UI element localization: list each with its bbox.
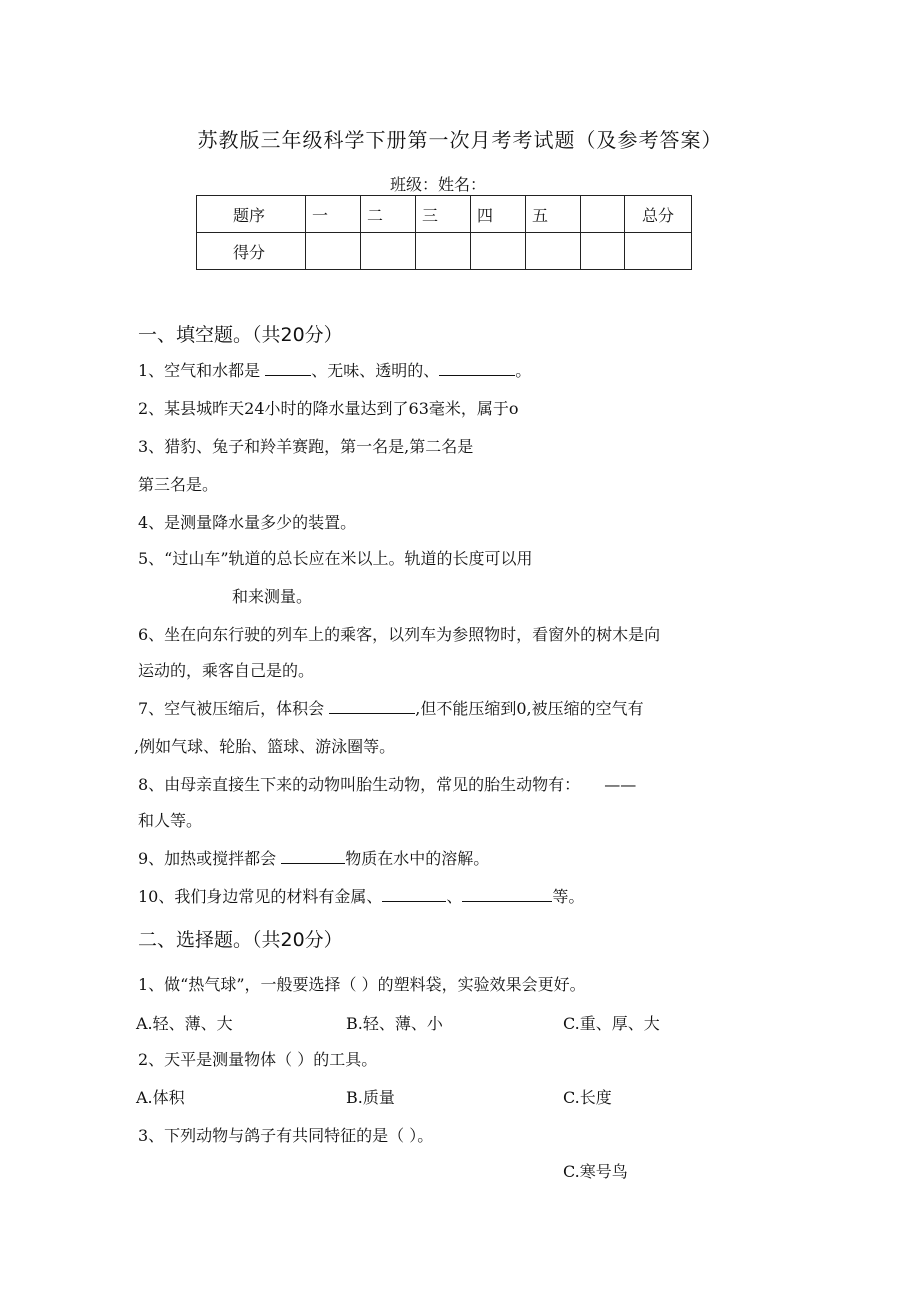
question-1-3-cont: 第三名是。 <box>138 475 219 494</box>
option-c[interactable]: C.长度 <box>563 1088 612 1107</box>
option-b[interactable]: B.质量 <box>346 1088 395 1107</box>
question-1-8-cont: 和人等。 <box>138 811 203 830</box>
score-table-score-row <box>197 233 692 270</box>
q1-text-b: 、无味、透明的、 <box>311 361 440 380</box>
question-1-6-cont: 运动的，乘客自己是的。 <box>138 661 315 680</box>
section-2-heading: 二、选择题。（共20分） <box>138 929 343 951</box>
score-cell[interactable] <box>526 233 581 270</box>
option-c[interactable]: C.重、厚、大 <box>563 1014 660 1033</box>
q7-text-a: 7、空气被压缩后，体积会 <box>138 699 330 718</box>
score-cell[interactable] <box>471 233 526 270</box>
question-2-1: 1、做“热气球”，一般要选择（ ）的塑料袋，实验效果会更好。 <box>138 975 586 994</box>
question-1-2: 2、某县城昨天24小时的降水量达到了63毫米，属于o <box>138 399 519 418</box>
question-1-10 <box>138 884 584 907</box>
q9-text-a: 9、加热或搅拌都会 <box>138 849 282 868</box>
score-cell[interactable] <box>416 233 471 270</box>
question-2-2: 2、天平是测量物体（ ）的工具。 <box>138 1050 378 1069</box>
question-1-1 <box>138 358 531 381</box>
score-cell[interactable] <box>306 233 361 270</box>
question-1-7 <box>138 696 644 719</box>
answer-blank[interactable] <box>265 361 311 376</box>
question-1-7-cont: ,例如气球、轮胎、篮球、游泳圈等。 <box>134 737 396 756</box>
score-cell[interactable] <box>361 233 416 270</box>
question-1-6: 6、坐在向东行驶的列车上的乘客，以列车为参照物时，看窗外的树木是向 <box>138 625 661 644</box>
header-cell-4: 四 <box>471 196 526 233</box>
question-1-3: 3、猎豹、兔子和羚羊赛跑，第一名是,第二名是 <box>138 437 474 456</box>
answer-blank[interactable] <box>382 887 446 902</box>
header-cell-3: 三 <box>416 196 471 233</box>
question-1-8 <box>138 772 636 795</box>
score-cell-total[interactable] <box>625 233 692 270</box>
q10-text-a: 10、我们身边常见的材料有金属、 <box>138 887 383 906</box>
answer-blank[interactable] <box>439 361 515 376</box>
page-title: 苏教版三年级科学下册第一次月考考试题（及参考答案） <box>197 128 723 152</box>
q9-text-b: 物质在水中的溶解。 <box>345 849 490 868</box>
q7-text-b: ,但不能压缩到0,被压缩的空气有 <box>415 699 644 718</box>
q10-text-b: 、 <box>446 887 463 906</box>
answer-blank[interactable] <box>329 699 415 714</box>
question-1-5: 5、“过山车”轨道的总长应在米以上。轨道的长度可以用 <box>138 549 533 568</box>
question-1-5-cont: 和来测量。 <box>232 587 313 606</box>
answer-blank[interactable] <box>462 887 552 902</box>
option-c[interactable]: C.寒号鸟 <box>563 1162 628 1181</box>
question-1-9 <box>138 846 489 869</box>
q10-text-c: 等。 <box>552 887 585 906</box>
answer-blank[interactable] <box>281 849 345 864</box>
score-table <box>196 195 692 270</box>
class-name-line: 班级：姓名： <box>390 175 487 194</box>
header-cell-1: 一 <box>306 196 361 233</box>
header-cell-5: 五 <box>526 196 581 233</box>
score-row-label: 得分 <box>197 233 306 270</box>
option-b[interactable]: B.轻、薄、小 <box>346 1014 443 1033</box>
header-cell-6 <box>581 196 625 233</box>
header-cell-order: 题序 <box>197 196 306 233</box>
q1-text-c: 。 <box>515 361 532 380</box>
header-cell-2: 二 <box>361 196 416 233</box>
question-1-4: 4、是测量降水量多少的装置。 <box>138 513 357 532</box>
score-cell[interactable] <box>581 233 625 270</box>
header-cell-total: 总分 <box>625 196 692 233</box>
question-2-3: 3、下列动物与鸽子有共同特征的是（ ）。 <box>138 1126 434 1145</box>
section-1-heading: 一、填空题。（共20分） <box>138 324 343 346</box>
score-table-header-row <box>197 196 692 233</box>
q8-text-a: 8、由母亲直接生下来的动物叫胎生动物，常见的胎生动物有： <box>138 775 581 794</box>
q8-dash: —— <box>604 775 637 794</box>
q1-text-a: 1、空气和水都是 <box>138 361 266 380</box>
option-a[interactable]: A.轻、薄、大 <box>136 1014 233 1033</box>
option-a[interactable]: A.体积 <box>136 1088 185 1107</box>
